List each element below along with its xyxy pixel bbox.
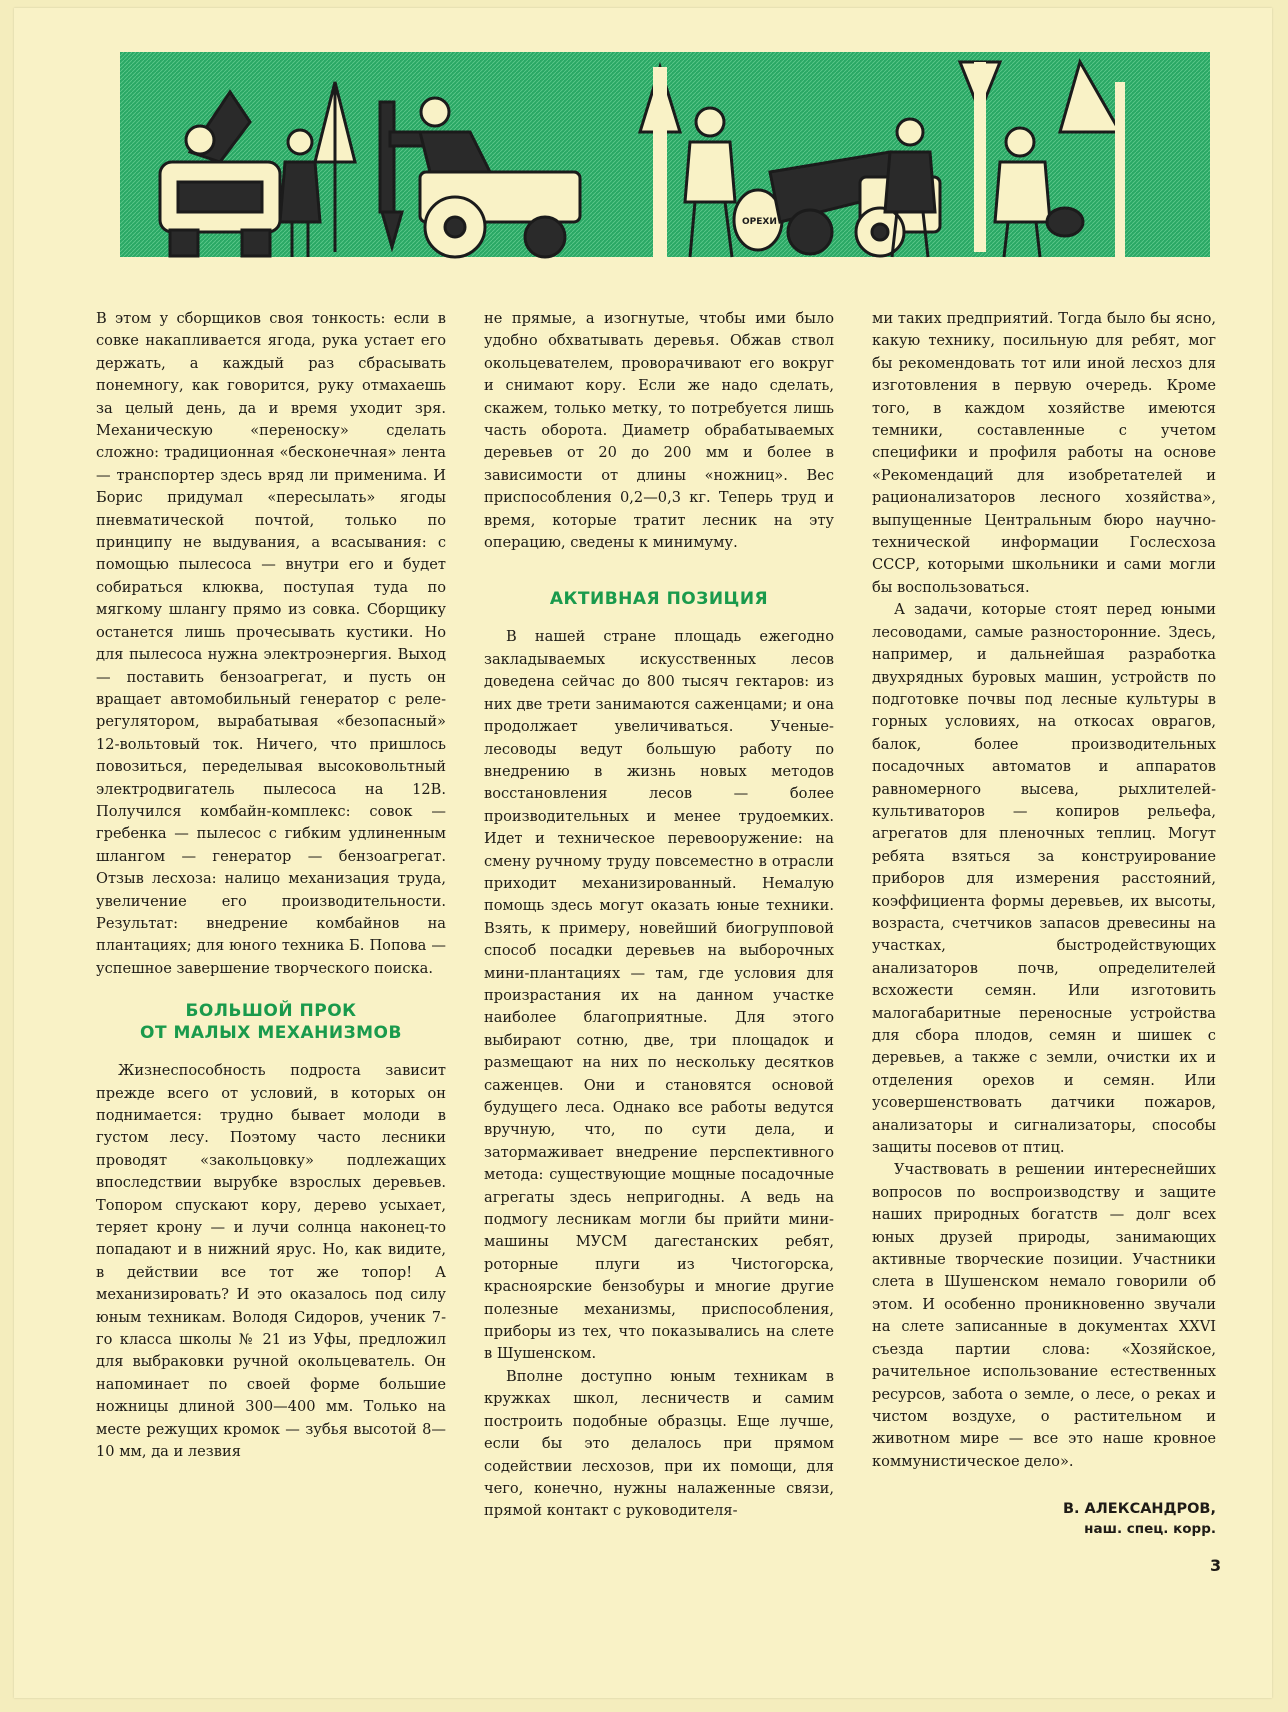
section-heading: АКТИВНАЯ ПОЗИЦИЯ (549, 589, 769, 610)
column-3 (872, 308, 1216, 1539)
paragraph: Участвовать в решении интереснейших вопросов по воспроизводству и защите наших природных богатств — долг всех юных друзей природы, занимающих активные творческие позиции. Участники слета в Шушенском немало говорили об этом. И особенно проникновенно звучали на слете записанные в документах XXVI съезда партии слова: «Хозяйское, рачительное использование естественных ресурсов, забота о земле, о лесе, о реках и чистом воздухе, о растительном и животном мире — все это наше кровное коммунистическое дело». (872, 1161, 1216, 1470)
heading-line: ОТ МАЛЫХ МЕХАНИЗМОВ (140, 1023, 402, 1044)
magazine-page (14, 8, 1272, 1698)
heading-line: БОЛЬШОЙ ПРОК (185, 1001, 357, 1022)
header-illustration (120, 52, 1210, 277)
paragraph: Жизнеспособность подроста зависит прежде всего от условий, в которых он поднимается: трудно бывает молоди в густом лесу. Поэтому часто лесники проводят «закольцовку» подлежащих впоследствии вырубке взрослых деревьев. Топором спускают кору, дерево усыхает, теряет крону — и лучи солнца наконец-то попадают и в нижний ярус. Но, как видите, в действии все тот же топор! А механизировать? И это оказалось под силу юным техникам. Володя Сидоров, ученик 7-го класса школы № 21 из Уфы, предложил для выбраковки ручной окольцеватель. Он напоминает по своей форме большие ножницы длиной 300—400 мм. Только на месте режущих кромок — зубья высотой 8—10 мм, да и лезвия (96, 1062, 446, 1461)
paragraph: В нашей стране площадь ежегодно закладываемых искусственных лесов доведена сейчас до 800 тысяч гектаров: из них две трети занимаются саженцами; и она продолжает увеличиваться. Ученые-лесоводы ведут большую работу по внедрению в жизнь новых методов восстановления лесов — более производительных и менее трудоемких. Идет и техническое перевооружение: на смену ручному труду повсеместно в отрасли приходит механизированный. Немалую помощь здесь могут оказать юные техники. Взять, к примеру, новейший биогрупповой способ посадки деревьев на выборочных мини-плантациях — там, где условия для произрастания их на данном участке наиболее благоприятные. Для этого выбирают сотню, две, три площадок и размещают на них по нескольку десятков саженцев. Они и становятся основой будущего леса. Однако все работы ведутся вручную, что, по сути дела, и затормаживает внедрение перспективного метода: существующие мощные посадочные агрегаты здесь непригодны. А ведь на подмогу лесникам могли бы прийти мини-машины МУСМ дагестанских ребят, роторные плуги из Чистогорска, красноярские бензобуры и многие другие полезные механизмы, приспособления, приборы из тех, что показывались на слете в Шушенском. (484, 628, 834, 1363)
section-heading (96, 1000, 446, 1044)
paragraph: А задачи, которые стоят перед юными лесоводами, самые разносторонние. Здесь, например, и дальнейшая разработка двухрядных буровых машин, устройств по подготовке почвы под лесные культуры в горных условиях, на откосах оврагов, балок, более производительных посадочных автоматов и аппаратов равномерного высева, рыхлителей-культиваторов — копиров рельефа, агрегатов для пленочных теплиц. Могут ребята взяться за конструирование приборов для измерения расстояний, коэффициента формы деревьев, их высоты, возраста, счетчиков запасов древесины на участках, быстродействующих анализаторов почв, определителей всхожести семян. Или изготовить малогабаритные переносные устройства для сбора плодов, семян и шишек с деревьев, а также с земли, очистки их и отделения орехов и семян. Или усовершенствовать датчики пожаров, анализаторы и сигнализаторы, способы защиты посевов от птиц. (872, 601, 1216, 1157)
column-2 (484, 308, 834, 1523)
paragraph: ми таких предприятий. Тогда было бы ясно, какую технику, посильную для ребят, мог бы рекомендовать тот или иной лесхоз для изготовления в первую очередь. Кроме того, в каждом хозяйстве имеются темники, составленные с учетом специфики и профиля работы на основе «Рекомендаций для изобретателей и рационализаторов лесного хозяйства», выпущенные Центральным бюро научно-технической информации Гослесхоза СССР, которыми школьники и сами могли бы воспользоваться. (872, 310, 1216, 596)
sack-label: ОРЕХИ (742, 217, 777, 227)
paragraph: Вполне доступно юным техникам в кружках школ, лесничеств и самим построить подобные образцы. Еще лучше, если бы это делалось при прямом содействии лесхозов, при их помощи, для чего, конечно, нужны налаженные связи, прямой контакт с руководителя- (484, 1367, 834, 1520)
author-title: наш. спец. корр. (1084, 1521, 1216, 1538)
author-signature (872, 1499, 1216, 1539)
page-number: 3 (1210, 1556, 1222, 1575)
paragraph: В этом у сборщиков своя тонкость: если в совке накапливается ягода, рука устает его держать, а каждый раз сбрасывать понемногу, как говорится, руку отмахаешь за целый день, да и время уходит зря. Механическую «переноску» сделать сложно: традиционная «бесконечная» лента — транспортер здесь вряд ли применима. И Борис придумал «пересылать» ягоды пневматической почтой, только по принципу не выдувания, а всасывания: с помощью пылесоса — внутри его и будет собираться клюква, поступая туда по мягкому шлангу прямо из совка. Сборщику останется лишь прочесывать кустики. Но для пылесоса нужна электроэнергия. Выход — поставить бензоагрегат, и пусть он вращает автомобильный генератор с реле-регулятором, вырабатывая «безопасный» 12-вольтовый ток. Ничего, что пришлось повозиться, переделывая высоковольтный электродвигатель пылесоса на 12В. Получился комбайн-комплекс: совок — гребенка — пылесос с гибким удлиненным шлангом — генератор — бензоагрегат. Отзыв лесхоза: налицо механизация труда, увеличение его производительности. Результат: внедрение комбайнов на плантациях; для юного техника Б. Попова — успешное завершение творческого поиска. (96, 310, 446, 977)
column-1 (96, 308, 446, 1464)
author-name: В. АЛЕКСАНДРОВ, (1062, 1501, 1216, 1518)
paragraph: не прямые, а изогнутые, чтобы ими было удобно обхватывать деревья. Обжав ствол окольцевателем, проворачивают его вокруг и снимают кору. Если же надо сделать, скажем, только метку, то потребуется лишь часть оборота. Диаметр обрабатываемых деревьев от 20 до 200 мм и более в зависимости от длины «ножниц». Вес приспособления 0,2—0,3 кг. Теперь труд и время, которые тратит лесник на эту операцию, сведены к минимуму. (484, 310, 834, 552)
